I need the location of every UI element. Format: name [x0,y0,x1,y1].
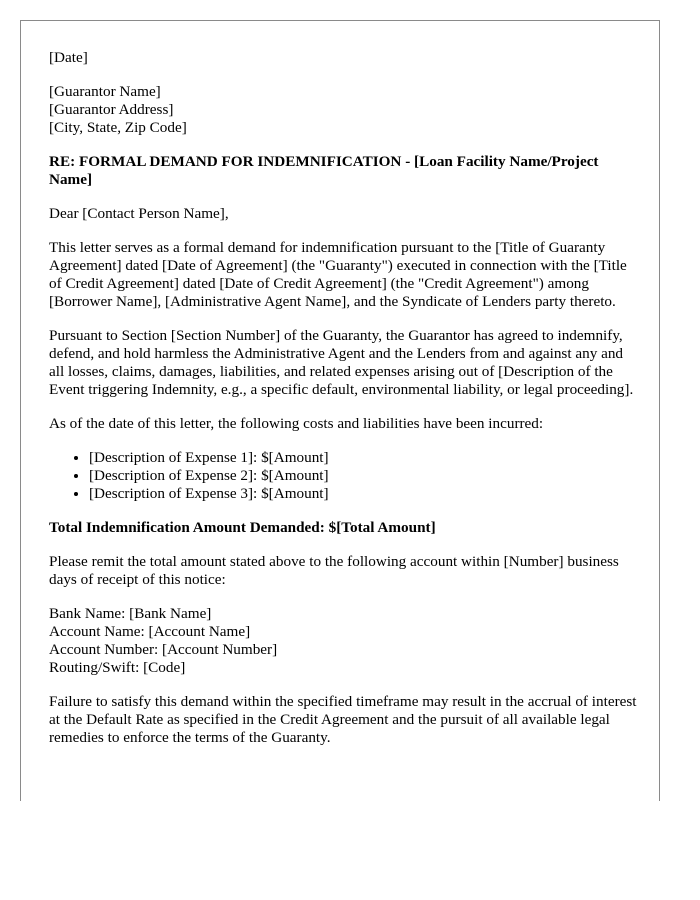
paragraph-guaranty-section: Pursuant to Section [Section Number] of the Guaranty, the Guarantor has agreed to indemnify, defend, and hold harmless the Administrative Agent and the Lenders from and against any and all losses, claims, damages, liabilities, and related expenses arising out of [Description of the Event triggering Indemnity, e.g., a specific default, environmental liability, or legal proceeding]. [49,327,634,398]
routing-swift: Routing/Swift: [Code] [49,659,186,676]
guarantor-city-state-zip: [City, State, Zip Code] [49,119,187,136]
date-text: [Date] [49,49,88,66]
paragraph-costs-intro: As of the date of this letter, the following costs and liabilities have been incurred: [49,415,544,432]
letter-date [49,49,639,67]
total-amount-demanded: Total Indemnification Amount Demanded: $[Total Amount] [49,519,436,536]
expense-list [49,449,639,503]
guarantor-address: [Guarantor Address] [49,101,174,118]
salutation: Dear [Contact Person Name], [49,205,229,222]
expense-item: • [Description of Expense 1]: $[Amount] [89,449,639,467]
bank-name: Bank Name: [Bank Name] [49,605,212,622]
paragraph-failure-consequences: Failure to satisfy this demand within the specified timeframe may result in the accrual of interest at the Default Rate as specified in the Credit Agreement and the pursuit of all available legal remedies to enforce the terms of the Guaranty. [49,693,637,746]
letter-page [20,20,660,801]
letter-body [49,49,639,763]
guarantor-address-block [49,83,639,137]
paragraph-remittance: Please remit the total amount stated above to the following account within [Number] business days of receipt of this notice: [49,553,619,588]
paragraph-indemnification-basis: This letter serves as a formal demand for indemnification pursuant to the [Title of Guaranty Agreement] dated [Date of Agreement] (the "Guaranty") executed in connection with the [Title of Credit Agreement] dated [Date of Credit Agreement] (the "Credit Agreement") among [Borrower Name], [Administrative Agent Name], and the Syndicate of Lenders party thereto. [49,239,627,310]
bank-details-block [49,605,639,677]
subject-line: RE: FORMAL DEMAND FOR INDEMNIFICATION - [Loan Facility Name/Project Name] [49,153,599,188]
account-number: Account Number: [Account Number] [49,641,278,658]
expense-item: • [Description of Expense 3]: $[Amount] [89,485,639,503]
guarantor-name: [Guarantor Name] [49,83,161,100]
expense-item: • [Description of Expense 2]: $[Amount] [89,467,639,485]
account-name: Account Name: [Account Name] [49,623,251,640]
